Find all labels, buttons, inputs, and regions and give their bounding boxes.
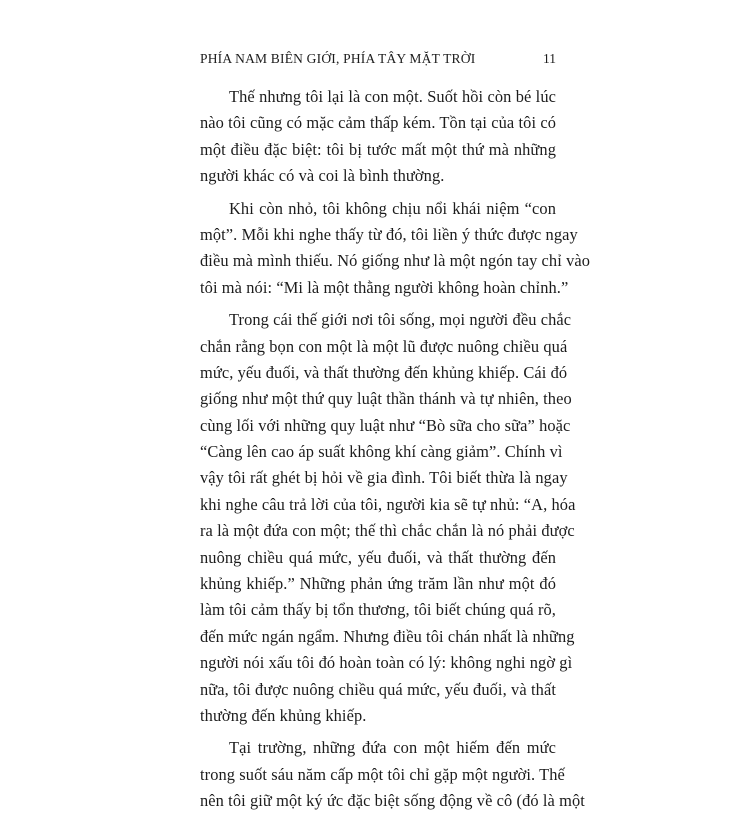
text-line: ra là một đứa con một; thế thì chắc chắn là nó phải được [200, 521, 575, 541]
text-line: Trong cái thế giới nơi tôi sống, mọi người đều chắc [229, 310, 572, 330]
text-line: nên tôi giữ một ký ức đặc biệt sống động về cô (đó là một [200, 791, 585, 811]
running-header [200, 49, 556, 73]
text-line: nuông chiều quá mức, yếu đuối, và thất thường đến [200, 547, 556, 567]
paragraph [200, 735, 585, 814]
text-line: một”. Mỗi khi nghe thấy từ đó, tôi liền ý thức được ngay [200, 224, 578, 244]
text-line: “Càng lên cao áp suất không khí càng giảm”. Chính vì [200, 442, 563, 462]
text-line: làm tôi cảm thấy bị tổn thương, tôi biết chúng quá rõ, [200, 600, 556, 620]
text-line: tôi mà nói: “Mi là một thằng người không hoàn chỉnh.” [200, 277, 569, 297]
paragraph [200, 196, 591, 302]
text-line: Thế nhưng tôi lại là con một. Suốt hồi còn bé lúc [229, 87, 556, 106]
text-line: chắn rằng bọn con một là một lũ được nuông chiều quá [200, 336, 568, 356]
text-line: khủng khiếp.” Những phản ứng trăm lần như một đó [200, 574, 556, 594]
text-line: đến mức ngán ngẩm. Nhưng điều tôi chán nhất là những [200, 626, 575, 646]
text-line: cùng lối với những quy luật như “Bò sữa cho sữa” hoặc [200, 415, 571, 435]
running-title: PHÍA NAM BIÊN GIỚI, PHÍA TÂY MẶT TRỜI [200, 51, 476, 66]
text-line: Tại trường, những đứa con một hiếm đến mức [229, 738, 556, 758]
text-line: người khác có và coi là bình thường. [200, 166, 445, 186]
text-line: Khi còn nhỏ, tôi không chịu nổi khái niệm “con [229, 198, 556, 218]
page-number: 11 [543, 51, 556, 66]
text-line: một điều đặc biệt: tôi bị tước mất một thứ mà những [200, 139, 556, 159]
text-line: khi nghe câu trả lời của tôi, người kia sẽ tự nhủ: “A, hóa [200, 494, 576, 514]
paragraph [200, 84, 556, 190]
text-line: nào tôi cũng có mặc cảm thấp kém. Tồn tại của tôi có [200, 113, 556, 133]
text-line: người nói xấu tôi đó hoàn toàn có lý: không nghi ngờ gì [200, 653, 573, 673]
body-text [200, 84, 591, 821]
text-line: vậy tôi rất ghét bị hỏi về gia đình. Tôi biết thừa là ngay [200, 468, 568, 488]
text-line: mức, yếu đuối, và thất thường đến khủng khiếp. Cái đó [200, 362, 568, 382]
paragraph [200, 307, 576, 729]
text-line: trong suốt sáu năm cấp một tôi chỉ gặp một người. Thế [200, 764, 565, 784]
text-line: điều mà mình thiếu. Nó giống như là một ngón tay chỉ vào [200, 251, 591, 271]
text-line: giống như một thứ quy luật thần thánh và tự nhiên, theo [200, 389, 572, 409]
text-line: nữa, tôi được nuông chiều quá mức, yếu đuối, và thất [200, 679, 556, 699]
text-line: thường đến khủng khiếp. [200, 705, 367, 725]
